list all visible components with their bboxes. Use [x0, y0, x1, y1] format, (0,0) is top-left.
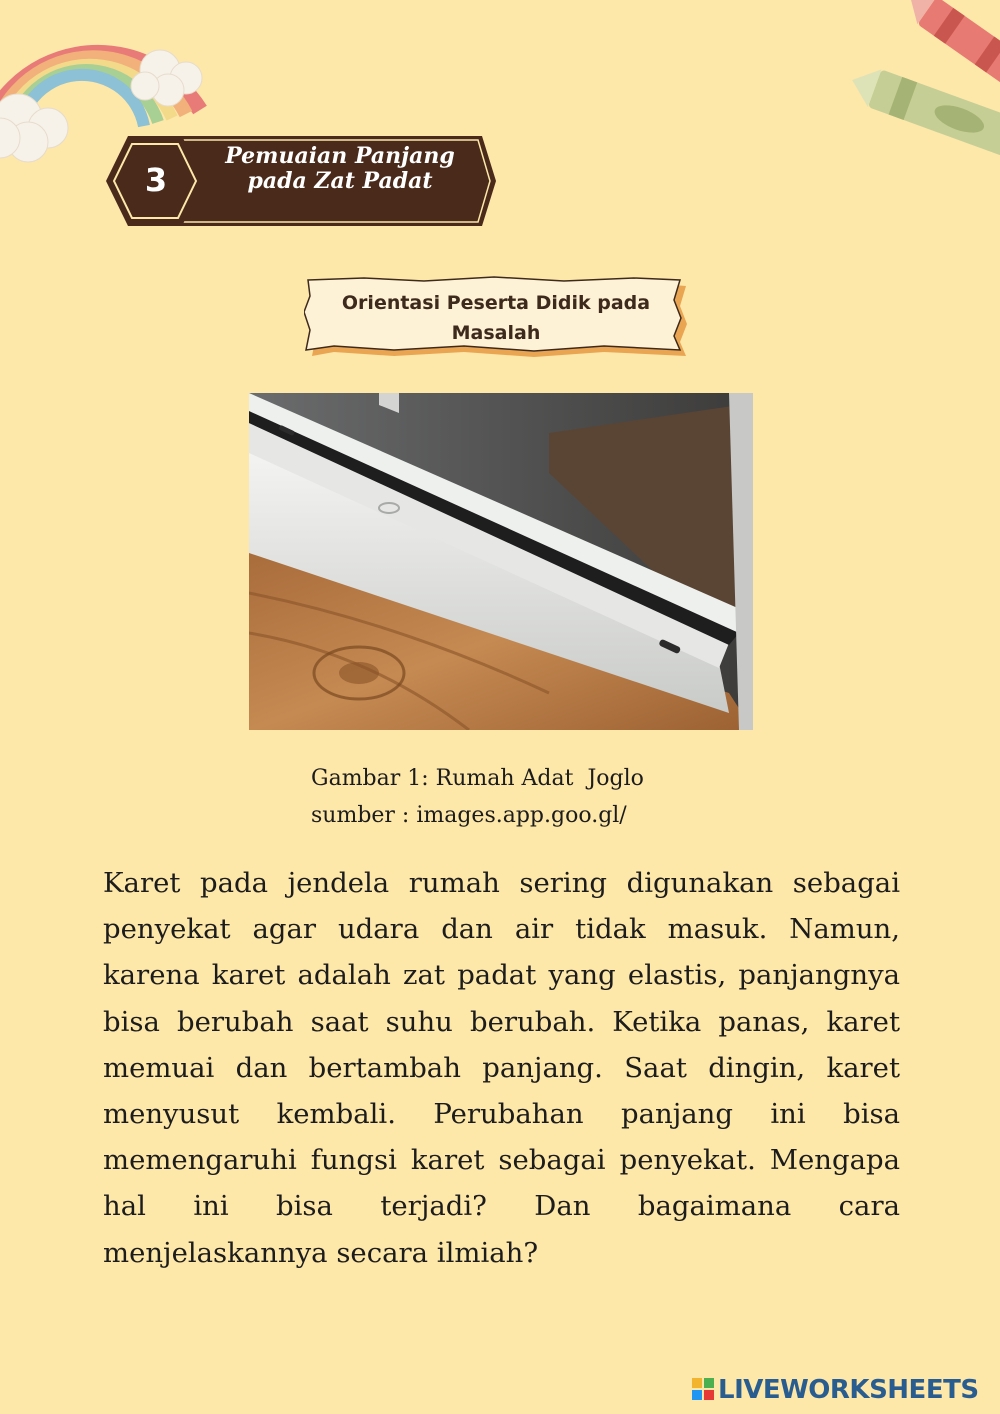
figure-caption-title: Gambar 1: Rumah Adat Joglo	[311, 766, 644, 791]
section-header	[104, 136, 496, 226]
stage-tag-line2: Masalah	[451, 322, 541, 344]
window-seal-photo	[249, 393, 753, 730]
problem-paragraph: Karet pada jendela rumah sering digunakan sebagai penyekat agar udara dan air tidak masuk. Namun, karena karet adalah zat padat yang elastis, panjangnya bisa berubah saat suhu berubah. Ketika panas, karet memuai dan bertambah panjang. Saat dingin, karet menyusut kembali. Perubahan panjang ini bisa memengaruhi fungsi karet sebagai penyekat. Mengapa hal ini bisa terjadi? Dan bagaimana cara menjelaskannya secara ilmiah?	[103, 867, 900, 1269]
figure-caption	[311, 760, 811, 834]
section-title-line1: Pemuaian Panjang	[225, 143, 455, 169]
figure-source: sumber : images.app.goo.gl/	[311, 803, 627, 828]
liveworksheets-logo-text: LIVEWORKSHEETS	[718, 1375, 979, 1405]
section-title	[200, 144, 480, 194]
section-title-line2: pada Zat Padat	[247, 168, 433, 194]
stage-tag-line1: Orientasi Peserta Didik pada	[341, 292, 651, 314]
stage-tag-text	[324, 288, 668, 348]
crayon-icon	[840, 0, 1000, 170]
section-number: 3	[144, 161, 168, 199]
liveworksheets-logo-icon	[692, 1378, 714, 1402]
liveworksheets-logo[interactable]	[692, 1372, 979, 1408]
stage-tag	[304, 276, 688, 360]
